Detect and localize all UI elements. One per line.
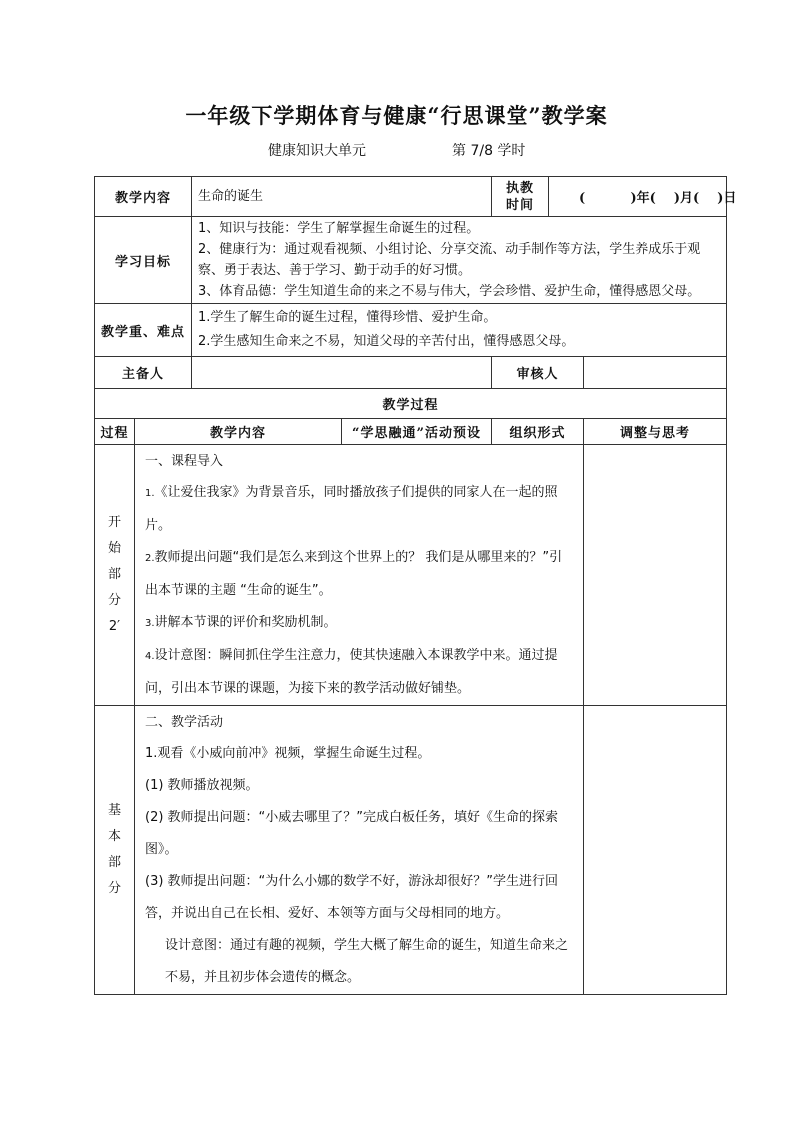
key-point-line: 2.学生感知生命来之不易，知道父母的辛苦付出，懂得感恩父母。 [198,334,575,349]
lesson-hours: 第 7/8 学时 [452,143,526,159]
label-char: 开 [107,515,121,530]
document-title: 一年级下学期体育与健康“行思课堂”教学案 [185,103,608,128]
section-heading: 二、教学活动 [145,715,224,730]
label-char: 始 [107,541,121,556]
label-char: 基 [107,803,121,818]
reviewer-value [584,357,727,389]
goal-line: 3、体育品德：学生知道生命的来之不易与伟大，学会珍惜、爱护生命，懂得感恩父母。 [198,284,701,299]
col-activity-header: “学思融通”活动预设 [342,419,492,445]
preparer-label: 主备人 [95,357,192,389]
key-points-label: 教学重、难点 [95,304,192,357]
content-item: (2) 教师提出问题：“小威去哪里了？”完成白板任务，填好《生命的探索图》。 [145,810,559,857]
learning-goals-label: 学习目标 [95,217,192,304]
row-key-points [95,304,727,357]
teaching-content-label: 教学内容 [95,177,192,217]
key-point-line: 1.学生了解生命的诞生过程，懂得珍惜、爱护生命。 [198,310,497,325]
preparer-value [192,357,492,389]
start-section-label [95,445,135,706]
content-item: (1) 教师播放视频。 [145,778,259,793]
teaching-date: ( )年( )月( )日 [549,177,727,217]
teaching-time-label-line1: 执教 [506,180,535,196]
start-section-reflect [584,445,727,706]
content-item: 1.《让爱住我家》为背景音乐，同时播放孩子们提供的同家人在一起的照片。 [145,485,558,533]
lesson-plan-table [94,176,737,995]
row-learning-goals [95,217,727,304]
learning-goals-text [192,217,727,304]
label-char: 部 [107,855,121,870]
goal-line: 2、健康行为：通过观看视频、小组讨论、分享交流、动手制作等方法，学生养成乐于观察、勇于表达、善于学习、勤于动手的好习惯。 [198,242,701,278]
content-item: (3) 教师提出问题：“为什么小娜的数学不好，游泳却很好？”学生进行回答，并说出自己在长相、爱好、本领等方面与父母相同的地方。 [145,874,559,921]
key-points-text [192,304,727,357]
col-process-header: 过程 [95,419,135,445]
row-process-title [95,389,727,419]
teaching-time-label [492,177,549,217]
process-title: 教学过程 [95,389,727,419]
label-char: 分 [107,593,121,608]
label-char: 分 [107,881,121,896]
teaching-time-label-line2: 时间 [506,197,535,213]
content-item: 3.讲解本节课的评价和奖励机制。 [145,615,337,630]
duration: 2′ [108,619,121,634]
basic-section-reflect [584,706,727,995]
goal-line: 1、知识与技能：学生了解掌握生命诞生的过程。 [198,221,480,236]
col-form-header: 组织形式 [492,419,584,445]
row-start-section [95,445,727,706]
col-content-header: 教学内容 [135,419,342,445]
col-reflect-header: 调整与思考 [584,419,727,445]
row-basic-section [95,706,727,995]
design-intent: 设计意图：通过有趣的视频，学生大概了解生命的诞生，知道生命来之不易，并且初步体会遗传的概念。 [165,938,569,985]
teaching-content-value: 生命的诞生 [192,177,492,217]
unit-name: 健康知识大单元 [268,143,366,159]
content-item: 1.观看《小威向前冲》视频，掌握生命诞生过程。 [145,746,431,761]
row-column-headers [95,419,727,445]
row-staff [95,357,727,389]
content-item: 2.教师提出问题“我们是怎么来到这个世界上的？ 我们是从哪里来的？”引出本节课的主题 “生命的诞生”。 [145,550,563,598]
label-char: 部 [107,567,121,582]
content-item: 4.设计意图：瞬间抓住学生注意力，使其快速融入本课教学中来。通过提问，引出本节课的课题，为接下来的教学活动做好铺垫。 [145,648,558,696]
basic-section-label [95,706,135,995]
basic-section-content [135,706,584,995]
label-char: 本 [107,829,121,844]
start-section-content [135,445,584,706]
section-heading: 一、课程导入 [145,454,224,469]
row-teaching-content [95,177,727,217]
reviewer-label: 审核人 [492,357,584,389]
